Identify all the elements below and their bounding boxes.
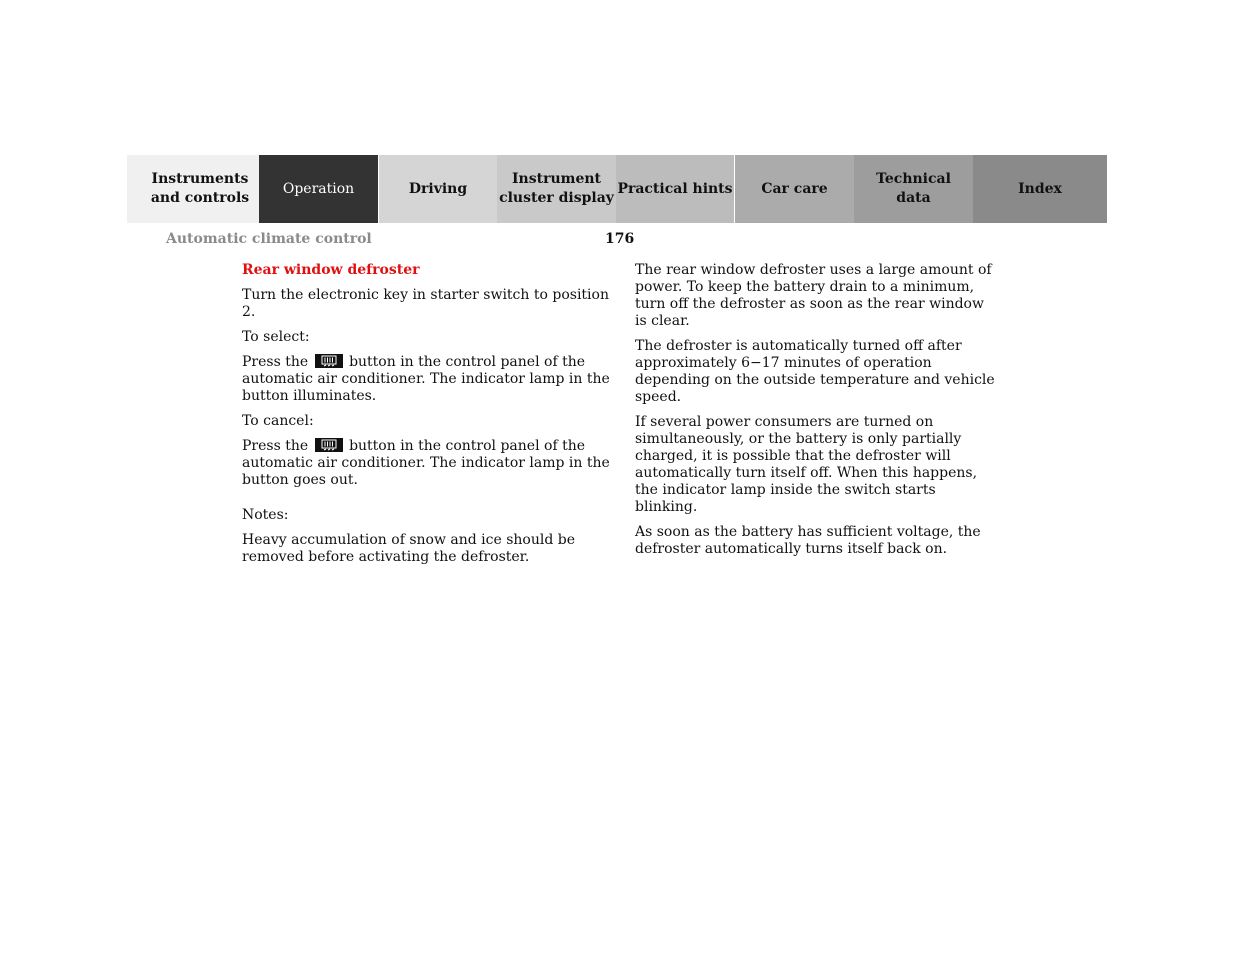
text: Press the bbox=[242, 438, 309, 454]
chapter-tabs bbox=[127, 155, 1108, 223]
text: Press the bbox=[242, 354, 309, 370]
tab-instrument-cluster-display[interactable] bbox=[497, 155, 616, 223]
spacer bbox=[242, 497, 612, 507]
tab-technical-data[interactable] bbox=[854, 155, 973, 223]
select-label: To select: bbox=[242, 329, 310, 345]
text: button in the control panel of the automatic air conditioner. The indicator lamp in the button goes out. bbox=[242, 438, 610, 488]
paragraph: Turn the electronic key in starter switch to position 2. bbox=[242, 287, 609, 320]
notes-label: Notes: bbox=[242, 507, 289, 523]
rear-defroster-icon bbox=[315, 438, 343, 452]
tab-driving[interactable] bbox=[378, 155, 497, 223]
tab-label: Index bbox=[1018, 180, 1062, 197]
section-title: Automatic climate control bbox=[166, 231, 372, 247]
text: button in the control panel of the automatic air conditioner. The indicator lamp in the button illuminates. bbox=[242, 354, 610, 404]
rear-defroster-icon bbox=[315, 354, 343, 368]
tab-instruments-and-controls[interactable] bbox=[127, 155, 259, 223]
select-instruction bbox=[242, 354, 612, 405]
tab-label: Instruments and controls bbox=[150, 171, 250, 206]
tab-operation[interactable] bbox=[259, 155, 378, 223]
paragraph: The defroster is automatically turned off after approximately 6−17 minutes of operation depending on the outside temperature and vehicle speed. bbox=[635, 338, 995, 405]
tab-label: Technical data bbox=[876, 171, 951, 206]
left-column bbox=[242, 262, 612, 574]
tab-index[interactable] bbox=[973, 155, 1107, 223]
notes-text: Heavy accumulation of snow and ice should be removed before activating the defroster. bbox=[242, 532, 576, 565]
tab-label: Driving bbox=[408, 180, 468, 197]
tab-label: Practical hints bbox=[617, 180, 733, 197]
tab-label: Operation bbox=[282, 180, 355, 197]
paragraph: The rear window defroster uses a large amount of power. To keep the battery drain to a minimum, turn off the defroster as soon as the rear window is clear. bbox=[635, 262, 992, 329]
right-column bbox=[635, 262, 1000, 566]
section-heading: Rear window defroster bbox=[242, 262, 420, 278]
paragraph: As soon as the battery has sufficient voltage, the defroster automatically turns itself back on. bbox=[635, 524, 981, 557]
paragraph: If several power consumers are turned on simultaneously, or the battery is only partially charged, it is possible that the defroster will automatically turn itself off. When this happens, the indicator lamp inside the switch starts blinking. bbox=[635, 414, 978, 515]
page-number: 176 bbox=[605, 231, 635, 247]
cancel-label: To cancel: bbox=[242, 413, 314, 429]
tab-label: Instrument cluster display bbox=[499, 171, 614, 206]
tab-label: Car care bbox=[761, 180, 828, 197]
tab-car-care[interactable] bbox=[735, 155, 854, 223]
tab-practical-hints[interactable] bbox=[616, 155, 735, 223]
cancel-instruction bbox=[242, 438, 612, 489]
